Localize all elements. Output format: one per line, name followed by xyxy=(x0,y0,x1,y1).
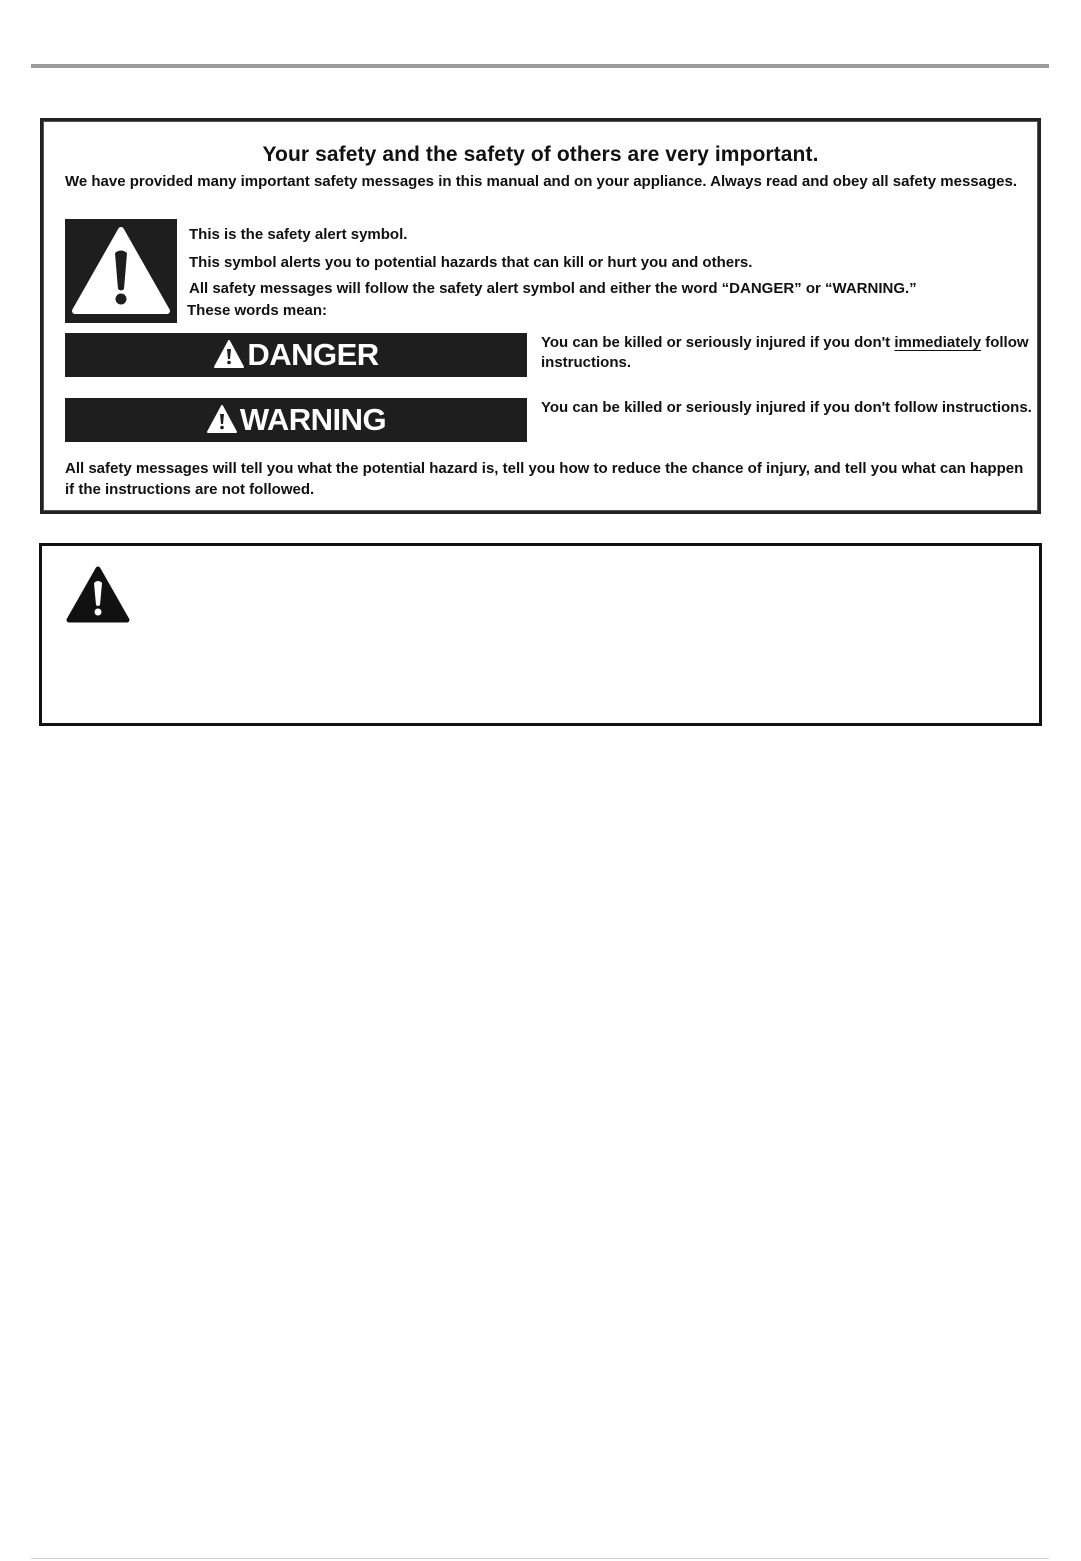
safety-notice-box xyxy=(40,118,1041,514)
warning-triangle-icon xyxy=(65,219,177,323)
symbol-line-3: All safety messages will follow the safety alert symbol and either the word “DANGER” or “WARNING.” xyxy=(189,280,917,297)
warning-triangle-icon xyxy=(66,566,130,624)
warning-box xyxy=(39,543,1042,726)
header-rule xyxy=(31,64,1049,68)
warning-label: WARNING xyxy=(239,402,387,437)
symbol-line-4: These words mean: xyxy=(187,302,328,319)
safety-alert-symbol xyxy=(65,219,177,323)
safety-headline: Your safety and the safety of others are very important. xyxy=(262,143,819,166)
danger-description xyxy=(541,333,1041,373)
safety-intro: We have provided many important safety messages in this manual and on your appliance. Always read and obey all safety messages. xyxy=(65,173,1017,190)
danger-label: DANGER xyxy=(247,337,379,372)
footer-rule xyxy=(31,1558,1049,1559)
warning-description: You can be killed or seriously injured if you don't follow instructions. xyxy=(541,399,1032,416)
symbol-line-1: This is the safety alert symbol. xyxy=(189,226,408,243)
danger-signal-bar xyxy=(65,333,527,377)
danger-desc-text-end: follow instructions. xyxy=(541,334,1029,371)
safety-footer: All safety messages will tell you what the potential hazard is, tell you how to reduce the chance of injury, and tell you what can happen if the instructions are not followed. xyxy=(65,460,1024,498)
danger-desc-emphasis: immediately xyxy=(894,334,982,351)
warning-triangle-icon xyxy=(213,339,245,369)
warning-triangle-icon xyxy=(206,404,238,434)
danger-desc-text: You can be killed or seriously injured if you don't xyxy=(541,334,895,351)
symbol-line-2: This symbol alerts you to potential hazards that can kill or hurt you and others. xyxy=(189,254,753,271)
warning-signal-bar xyxy=(65,398,527,442)
